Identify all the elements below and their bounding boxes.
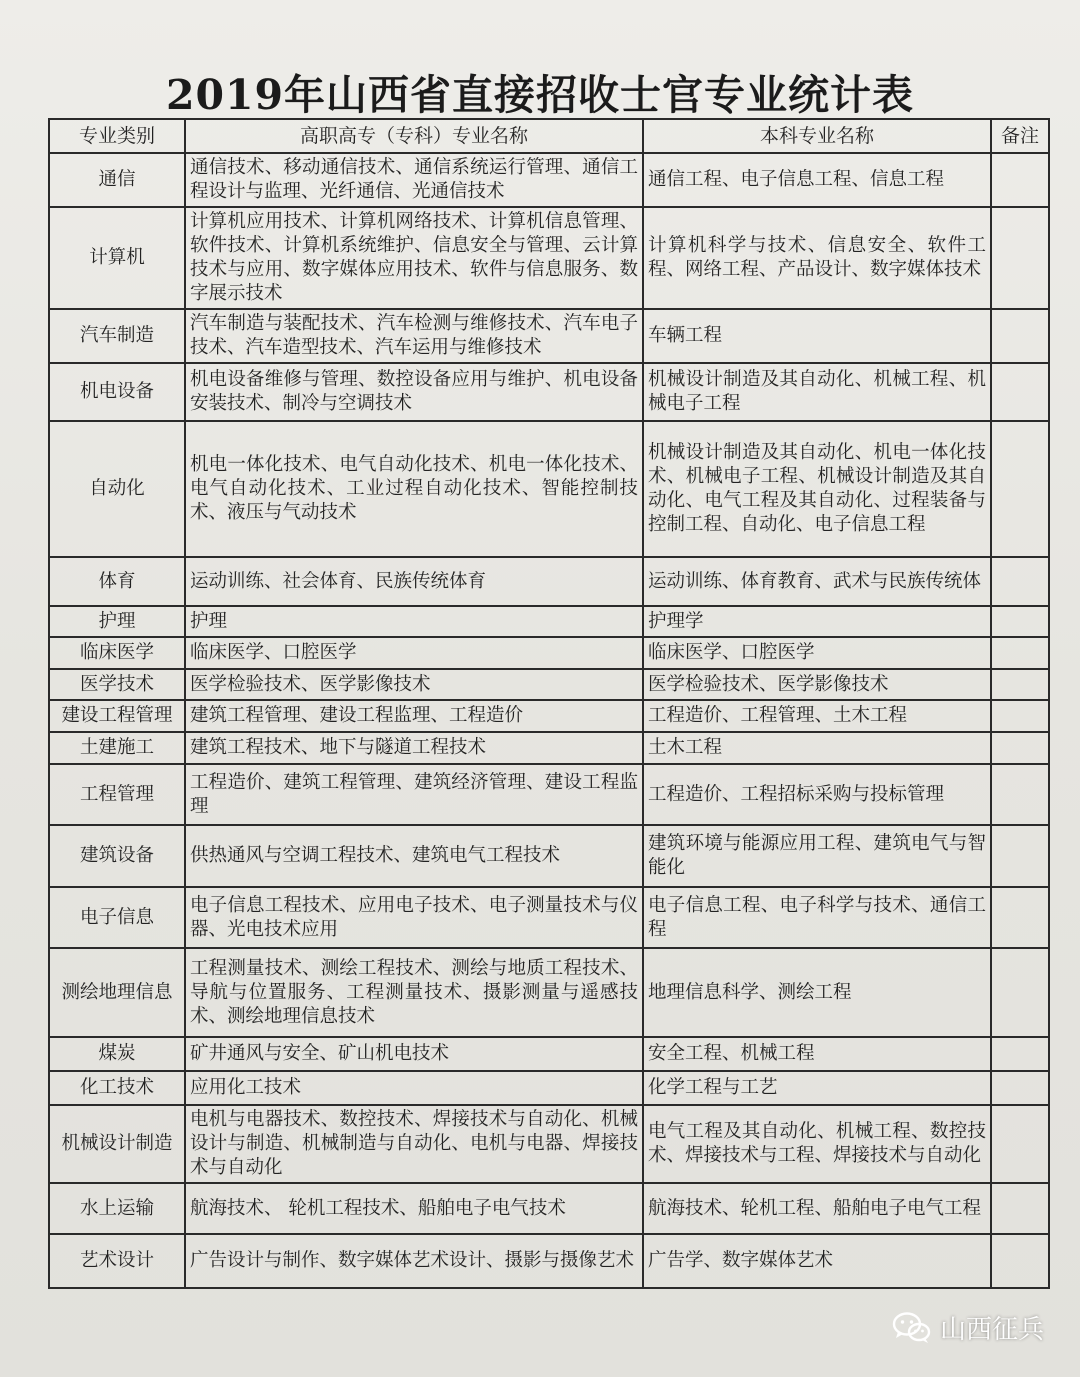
vocational-majors-cell: 应用化工技术: [185, 1071, 643, 1105]
undergraduate-majors-cell: 车辆工程: [643, 309, 991, 363]
majors-table: [48, 118, 1050, 1289]
category-cell: 电子信息: [49, 887, 185, 948]
header-vocational: 高职高专（专科）专业名称: [185, 119, 643, 153]
table-row: [49, 887, 1049, 948]
undergraduate-majors-cell: 地理信息科学、测绘工程: [643, 948, 991, 1037]
remarks-cell: [991, 669, 1049, 700]
category-cell: 煤炭: [49, 1037, 185, 1071]
category-cell: 计算机: [49, 207, 185, 309]
undergraduate-majors-cell: 运动训练、体育教育、武术与民族传统体: [643, 557, 991, 606]
table-row: [49, 309, 1049, 363]
table-row: [49, 153, 1049, 207]
remarks-cell: [991, 732, 1049, 764]
table-row: [49, 207, 1049, 309]
vocational-majors-cell: 电子信息工程技术、应用电子技术、电子测量技术与仪器、光电技术应用: [185, 887, 643, 948]
page-title: 2019年山西省直接招收士官专业统计表: [165, 71, 915, 119]
remarks-cell: [991, 606, 1049, 637]
undergraduate-majors-cell: 工程造价、工程管理、土木工程: [643, 700, 991, 732]
table-row: [49, 700, 1049, 732]
category-cell: 建设工程管理: [49, 700, 185, 732]
vocational-majors-cell: 护理: [185, 606, 643, 637]
vocational-majors-cell: 供热通风与空调工程技术、建筑电气工程技术: [185, 825, 643, 887]
table-row: [49, 1071, 1049, 1105]
remarks-cell: [991, 887, 1049, 948]
table-row: [49, 421, 1049, 557]
category-cell: 机械设计制造: [49, 1105, 185, 1183]
undergraduate-majors-cell: 电气工程及其自动化、机械工程、数控技术、焊接技术与工程、焊接技术与自动化: [643, 1105, 991, 1183]
category-cell: 工程管理: [49, 764, 185, 825]
table-header-row: [49, 119, 1049, 153]
remarks-cell: [991, 700, 1049, 732]
remarks-cell: [991, 557, 1049, 606]
category-cell: 艺术设计: [49, 1234, 185, 1288]
category-cell: 建筑设备: [49, 825, 185, 887]
vocational-majors-cell: 机电设备维修与管理、数控设备应用与维护、机电设备安装技术、制冷与空调技术: [185, 363, 643, 421]
undergraduate-majors-cell: 机械设计制造及其自动化、机械工程、机械电子工程: [643, 363, 991, 421]
remarks-cell: [991, 825, 1049, 887]
category-cell: 测绘地理信息: [49, 948, 185, 1037]
vocational-majors-cell: 建筑工程技术、地下与隧道工程技术: [185, 732, 643, 764]
table-row: [49, 606, 1049, 637]
table-row: [49, 1234, 1049, 1288]
remarks-cell: [991, 1183, 1049, 1234]
vocational-majors-cell: 通信技术、移动通信技术、通信系统运行管理、通信工程设计与监理、光纤通信、光通信技术: [185, 153, 643, 207]
category-cell: 护理: [49, 606, 185, 637]
category-cell: 通信: [49, 153, 185, 207]
undergraduate-majors-cell: 航海技术、轮机工程、船舶电子电气工程: [643, 1183, 991, 1234]
undergraduate-majors-cell: 土木工程: [643, 732, 991, 764]
remarks-cell: [991, 207, 1049, 309]
remarks-cell: [991, 1105, 1049, 1183]
undergraduate-majors-cell: 建筑环境与能源应用工程、建筑电气与智能化: [643, 825, 991, 887]
vocational-majors-cell: 电机与电器技术、数控技术、焊接技术与自动化、机械设计与制造、机械制造与自动化、电机与电器、焊接技术与自动化: [185, 1105, 643, 1183]
table-row: [49, 732, 1049, 764]
remarks-cell: [991, 764, 1049, 825]
table-row: [49, 557, 1049, 606]
undergraduate-majors-cell: 工程造价、工程招标采购与投标管理: [643, 764, 991, 825]
table-row: [49, 1037, 1049, 1071]
undergraduate-majors-cell: 护理学: [643, 606, 991, 637]
undergraduate-majors-cell: 医学检验技术、医学影像技术: [643, 669, 991, 700]
category-cell: 体育: [49, 557, 185, 606]
remarks-cell: [991, 637, 1049, 669]
category-cell: 土建施工: [49, 732, 185, 764]
undergraduate-majors-cell: 通信工程、电子信息工程、信息工程: [643, 153, 991, 207]
watermark: [892, 1309, 1044, 1346]
remarks-cell: [991, 153, 1049, 207]
vocational-majors-cell: 计算机应用技术、计算机网络技术、计算机信息管理、软件技术、计算机系统维护、信息安全与管理、云计算技术与应用、数字媒体应用技术、软件与信息服务、数字展示技术: [185, 207, 643, 309]
category-cell: 医学技术: [49, 669, 185, 700]
vocational-majors-cell: 航海技术、 轮机工程技术、船舶电子电气技术: [185, 1183, 643, 1234]
remarks-cell: [991, 1234, 1049, 1288]
vocational-majors-cell: 运动训练、社会体育、民族传统体育: [185, 557, 643, 606]
vocational-majors-cell: 建筑工程管理、建设工程监理、工程造价: [185, 700, 643, 732]
undergraduate-majors-cell: 临床医学、口腔医学: [643, 637, 991, 669]
category-cell: 水上运输: [49, 1183, 185, 1234]
table-row: [49, 637, 1049, 669]
table-row: [49, 1183, 1049, 1234]
table-row: [49, 948, 1049, 1037]
vocational-majors-cell: 临床医学、口腔医学: [185, 637, 643, 669]
undergraduate-majors-cell: 机械设计制造及其自动化、机电一体化技术、机械电子工程、机械设计制造及其自动化、电气工程及其自动化、过程装备与控制工程、自动化、电子信息工程: [643, 421, 991, 557]
table-row: [49, 764, 1049, 825]
category-cell: 临床医学: [49, 637, 185, 669]
remarks-cell: [991, 1037, 1049, 1071]
undergraduate-majors-cell: 广告学、数字媒体艺术: [643, 1234, 991, 1288]
vocational-majors-cell: 医学检验技术、医学影像技术: [185, 669, 643, 700]
header-remarks: 备注: [991, 119, 1049, 153]
table-row: [49, 669, 1049, 700]
table-row: [49, 363, 1049, 421]
header-undergraduate: 本科专业名称: [643, 119, 991, 153]
vocational-majors-cell: 机电一体化技术、电气自动化技术、机电一体化技术、电气自动化技术、工业过程自动化技术、智能控制技术、液压与气动技术: [185, 421, 643, 557]
vocational-majors-cell: 广告设计与制作、数字媒体艺术设计、摄影与摄像艺术: [185, 1234, 643, 1288]
header-category: 专业类别: [49, 119, 185, 153]
table-row: [49, 825, 1049, 887]
category-cell: 汽车制造: [49, 309, 185, 363]
remarks-cell: [991, 1071, 1049, 1105]
undergraduate-majors-cell: 化学工程与工艺: [643, 1071, 991, 1105]
table-row: [49, 1105, 1049, 1183]
category-cell: 自动化: [49, 421, 185, 557]
remarks-cell: [991, 421, 1049, 557]
undergraduate-majors-cell: 计算机科学与技术、信息安全、软件工程、网络工程、产品设计、数字媒体技术: [643, 207, 991, 309]
category-cell: 化工技术: [49, 1071, 185, 1105]
wechat-icon: [892, 1311, 932, 1345]
remarks-cell: [991, 948, 1049, 1037]
remarks-cell: [991, 309, 1049, 363]
category-cell: 机电设备: [49, 363, 185, 421]
vocational-majors-cell: 汽车制造与装配技术、汽车检测与维修技术、汽车电子技术、汽车造型技术、汽车运用与维修技术: [185, 309, 643, 363]
undergraduate-majors-cell: 安全工程、机械工程: [643, 1037, 991, 1071]
remarks-cell: [991, 363, 1049, 421]
vocational-majors-cell: 工程造价、建筑工程管理、建筑经济管理、建设工程监理: [185, 764, 643, 825]
watermark-text: 山西征兵: [939, 1315, 1044, 1345]
vocational-majors-cell: 矿井通风与安全、矿山机电技术: [185, 1037, 643, 1071]
undergraduate-majors-cell: 电子信息工程、电子科学与技术、通信工程: [643, 887, 991, 948]
vocational-majors-cell: 工程测量技术、测绘工程技术、测绘与地质工程技术、导航与位置服务、工程测量技术、摄影测量与遥感技术、测绘地理信息技术: [185, 948, 643, 1037]
